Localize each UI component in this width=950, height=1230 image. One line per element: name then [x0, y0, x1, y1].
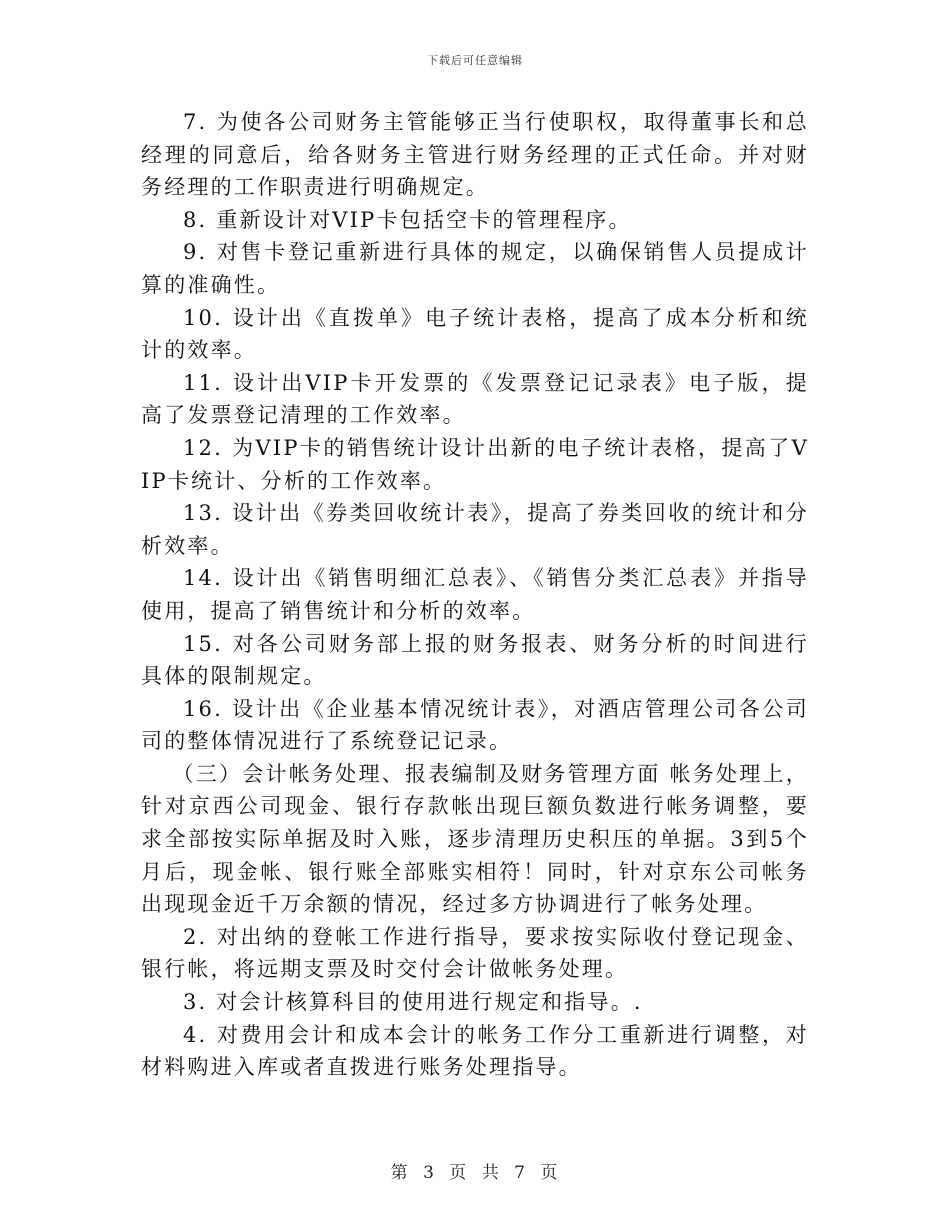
paragraph-item-10: 10. 设计出《直拨单》电子统计表格，提高了成本分析和统计的效率。 — [141, 305, 809, 363]
paragraph-item-15: 15. 对各公司财务部上报的财务报表、财务分析的时间进行具体的限制规定。 — [141, 631, 809, 689]
document-body — [141, 106, 809, 1084]
paragraph-item-9: 9. 对售卡登记重新进行具体的规定，以确保销售人员提成计算的准确性。 — [141, 240, 809, 297]
paragraph-item-4: 4. 对费用会计和成本会计的帐务工作分工重新进行调整，对材料购进入库或者直拨进行账务处理指导。 — [141, 1022, 809, 1080]
section-three-paragraph: （三）会计帐务处理、报表编制及财务管理方面 帐务处理上，针对京西公司现金、银行存款帐出现巨额负数进行帐务调整，要求全部按实际单据及时入账，逐步清理历史积压的单据。3到5个月后，现金帐、银行账全部账实相符！同时，针对京东公司帐务出现现金近千万余额的情况，经过多方协调进行了帐务处理。 — [141, 761, 809, 917]
page-footer: 第 3 页 共 7 页 — [390, 1163, 560, 1183]
paragraph-item-3: 3. 对会计核算科目的使用进行规定和指导。. — [183, 990, 643, 1015]
paragraph-item-14: 14. 设计出《销售明细汇总表》、《销售分类汇总表》并指导使用，提高了销售统计和分析的效率。 — [141, 566, 809, 623]
paragraph-item-16: 16. 设计出《企业基本情况统计表》，对酒店管理公司各公司司的整体情况进行了系统登记记录。 — [141, 696, 809, 754]
paragraph-item-13: 13. 设计出《券类回收统计表》，提高了券类回收的统计和分析效率。 — [141, 501, 809, 558]
paragraph-item-7: 7. 为使各公司财务主管能够正当行使职权，取得董事长和总经理的同意后，给各财务主管进行财务经理的正式任命。并对财务经理的工作职责进行明确规定。 — [141, 110, 809, 200]
paragraph-item-2: 2. 对出纳的登帐工作进行指导，要求按实际收付登记现金、银行帐，将远期支票及时交付会计做帐务处理。 — [141, 924, 809, 982]
paragraph-item-8: 8. 重新设计对VIP卡包括空卡的管理程序。 — [183, 207, 632, 232]
page-header: 下载后可任意编辑 — [427, 54, 523, 67]
paragraph-item-12: 12. 为VIP卡的销售统计设计出新的电子统计表格，提高了VIP卡统计、分析的工作效率。 — [141, 435, 809, 493]
paragraph-item-11: 11. 设计出VIP卡开发票的《发票登记记录表》电子版，提高了发票登记清理的工作效率。 — [141, 370, 809, 428]
